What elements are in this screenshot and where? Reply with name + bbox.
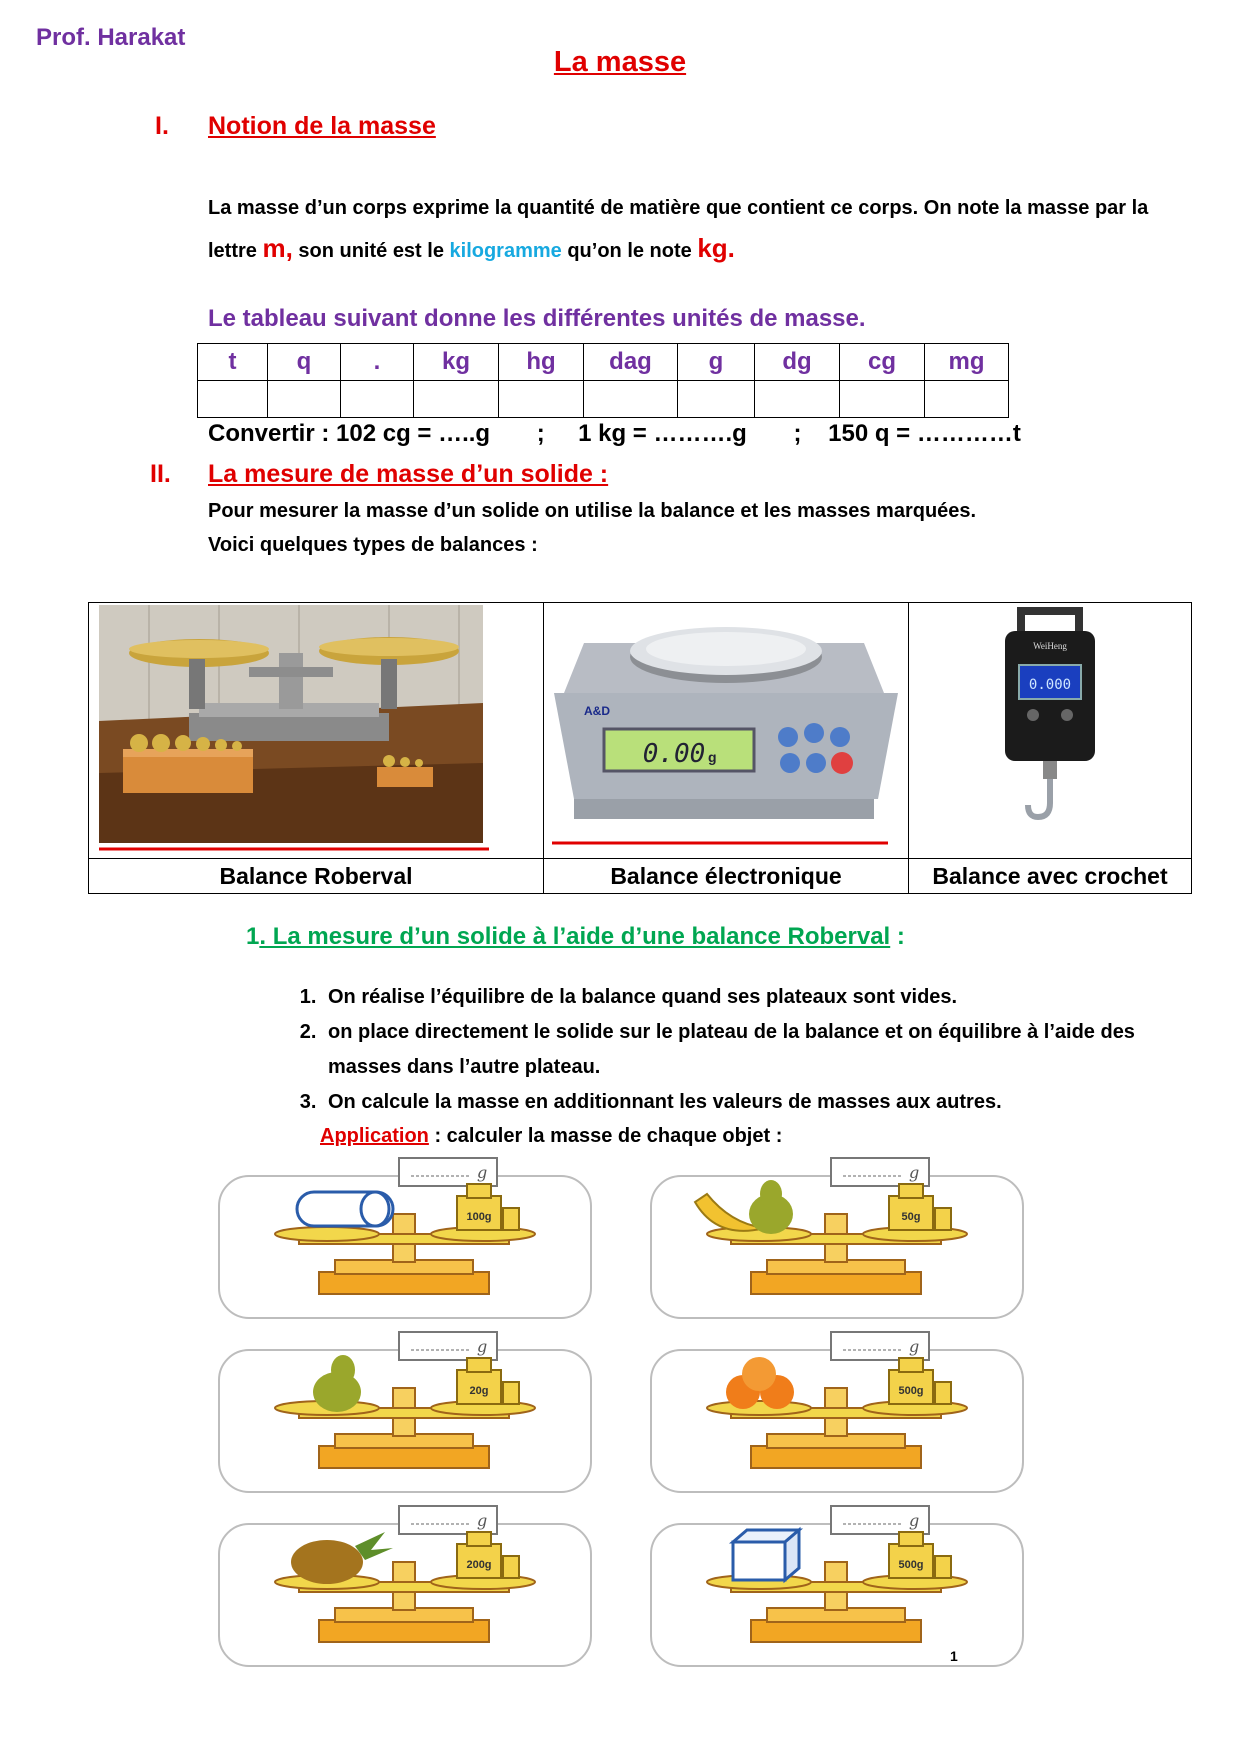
page-number: 1: [950, 1648, 958, 1664]
symbol-m: m,: [262, 233, 293, 263]
empty-cell[interactable]: [925, 381, 1009, 418]
units-table: [197, 343, 1009, 418]
hook-balance-photo: [909, 603, 1191, 853]
electronic-balance-photo: [544, 603, 908, 853]
units-empty-row: [198, 381, 1009, 418]
procedure-steps: [286, 980, 1202, 1120]
unit-symbol: kg.: [697, 233, 735, 263]
section2-title-text: La mesure de masse d’un solide :: [208, 460, 609, 488]
empty-cell[interactable]: [341, 381, 414, 418]
convert-exercise: Convertir : 102 cg = …..g ; 1 kg = ……….g ; 150 q = …………t: [208, 420, 1021, 447]
unit-cell: mg: [925, 344, 1009, 381]
caption-hook: Balance avec crochet: [909, 859, 1192, 894]
answer-box[interactable]: [399, 1158, 497, 1186]
electronic-display-unit: g: [708, 749, 717, 765]
empty-cell[interactable]: [499, 381, 584, 418]
empty-cell[interactable]: [678, 381, 755, 418]
definition-part3: qu’on le note: [561, 240, 698, 262]
units-header-row: [198, 344, 1009, 381]
section2-title: [208, 460, 608, 489]
answer-unit: g: [477, 1163, 488, 1182]
answer-box[interactable]: [831, 1332, 929, 1360]
list-item: 1. On réalise l’équilibre de la balance quand ses plateaux sont vides.: [322, 980, 1202, 1015]
answer-unit: g: [477, 1511, 488, 1530]
roberval-exercise-drawing: [647, 1154, 1027, 1324]
weight-label: 500g: [898, 1385, 924, 1397]
answer-box[interactable]: [399, 1506, 497, 1534]
balances-caption-row: [89, 859, 1192, 894]
application-label: Application: [320, 1125, 429, 1147]
weight-label: 100g: [466, 1211, 492, 1223]
cube-object: [733, 1530, 799, 1580]
roberval-exercise-drawing: [215, 1328, 595, 1498]
section1-number: I.: [155, 112, 169, 140]
answer-box[interactable]: [831, 1506, 929, 1534]
unit-cell: q: [268, 344, 341, 381]
roberval-exercise-drawing: [215, 1154, 595, 1324]
list-item: 2. on place directement le solide sur le plateau de la balance et on équilibre à l’aide des masses dans l’autre plateau.: [322, 1015, 1202, 1085]
empty-cell[interactable]: [755, 381, 840, 418]
roberval-exercise-drawing: [647, 1502, 1027, 1672]
unit-cell: g: [678, 344, 755, 381]
electronic-display: 0.00: [642, 739, 706, 769]
weight-label: 500g: [898, 1559, 924, 1571]
page-title: La masse: [553, 46, 687, 78]
definition-part1: La masse d’un corps exprime la quantité de matière que contient ce corps. On note la masse par la lettre: [208, 197, 1149, 262]
exercise-panel: [647, 1154, 1027, 1316]
unit-cell: hg: [499, 344, 584, 381]
weight-label: 50g: [901, 1211, 921, 1223]
cylinder-object: [297, 1192, 393, 1226]
caption-electronic: Balance électronique: [544, 859, 909, 894]
hook-brand: WeiHeng: [1033, 641, 1067, 651]
hook-display: 0.000: [1028, 677, 1072, 693]
balances-table: [88, 602, 1192, 894]
answer-unit: g: [477, 1337, 488, 1356]
balances-image-row: [89, 603, 1192, 859]
roberval-exercise-drawing: [215, 1502, 595, 1672]
weight-label: 200g: [466, 1559, 492, 1571]
units-table-heading: Le tableau suivant donne les différentes unités de masse.: [208, 305, 866, 332]
section2-line2: Voici quelques types de balances :: [208, 534, 538, 556]
section2-number: II.: [150, 460, 171, 488]
subsection1-text: . La mesure d’un solide à l’aide d’une balance Roberval: [259, 923, 891, 950]
roberval-cell: [89, 603, 544, 859]
electronic-cell: [544, 603, 909, 859]
exercise-panel: [215, 1328, 595, 1490]
subsection1-number: 1: [246, 923, 260, 950]
subsection1-colon: :: [890, 923, 905, 950]
answer-box[interactable]: [831, 1158, 929, 1186]
hook-cell: [909, 603, 1192, 859]
empty-cell[interactable]: [198, 381, 268, 418]
roberval-exercise-drawing: [647, 1328, 1027, 1498]
exercise-panel: [647, 1328, 1027, 1490]
unit-cell: cg: [840, 344, 925, 381]
section1-title-text: Notion de la masse: [208, 112, 436, 140]
empty-cell[interactable]: [584, 381, 678, 418]
empty-cell[interactable]: [414, 381, 499, 418]
definition-part2: son unité est le: [292, 240, 450, 262]
weight-label: 20g: [469, 1385, 489, 1397]
list-item: 3. On calcule la masse en additionnant les valeurs de masses aux autres.: [322, 1085, 1202, 1120]
answer-unit: g: [909, 1511, 920, 1530]
roberval-balance-photo: [89, 603, 543, 853]
section2-intro: [208, 494, 1188, 562]
unit-cell: .: [341, 344, 414, 381]
application-text: : calculer la masse de chaque objet :: [428, 1125, 783, 1147]
exercise-panel: [215, 1502, 595, 1664]
electronic-brand: A&D: [584, 704, 610, 718]
answer-unit: g: [909, 1337, 920, 1356]
answer-box[interactable]: [399, 1332, 497, 1360]
caption-roberval: Balance Roberval: [89, 859, 544, 894]
unit-cell: dg: [755, 344, 840, 381]
empty-cell[interactable]: [268, 381, 341, 418]
unit-cell: kg: [414, 344, 499, 381]
subsection1-title: [246, 923, 905, 951]
mass-definition: [208, 188, 1188, 271]
exercise-panel: [647, 1502, 1027, 1664]
section2-line1: Pour mesurer la masse d’un solide on utilise la balance et les masses marquées.: [208, 500, 977, 522]
unit-name: kilogramme: [449, 240, 562, 262]
application-instruction: [320, 1125, 782, 1148]
unit-cell: dag: [584, 344, 678, 381]
answer-unit: g: [909, 1163, 920, 1182]
unit-cell: t: [198, 344, 268, 381]
section1-title: [208, 112, 436, 141]
empty-cell[interactable]: [840, 381, 925, 418]
author-name: Prof. Harakat: [36, 24, 186, 51]
exercise-panel: [215, 1154, 595, 1316]
